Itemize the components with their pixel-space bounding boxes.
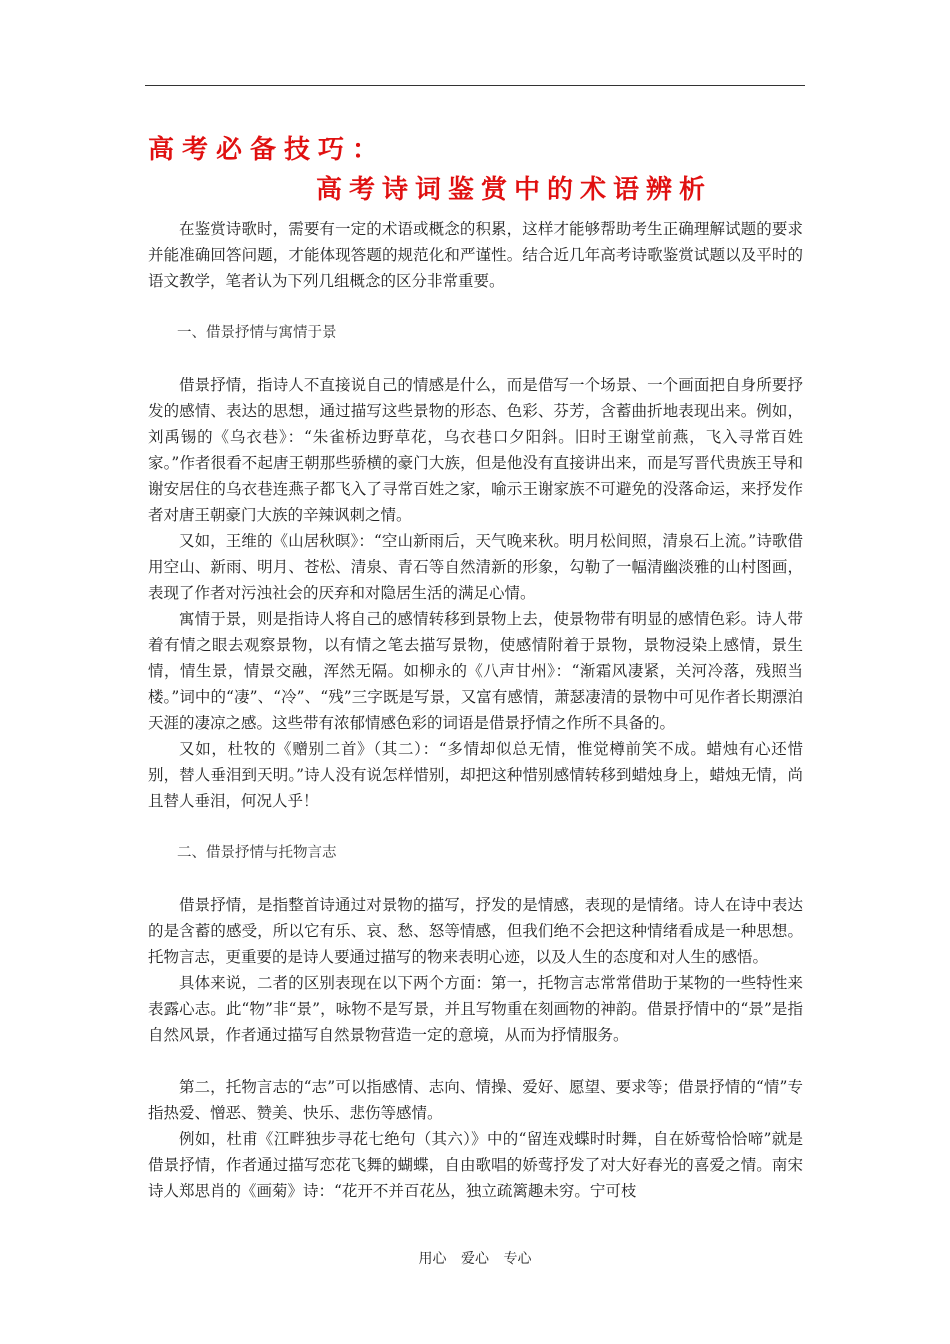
document-title: 高考诗词鉴赏中的术语辨析 [316, 175, 713, 205]
header-rule [145, 85, 805, 86]
page-footer: 用心 爱心 专心 [418, 1251, 532, 1267]
section-2-paragraph-4: 例如，杜甫《江畔独步寻花七绝句（其六）》中的“留连戏蝶时时舞，自在娇莺恰恰啼”就是借景抒情，作者通过描写恋花飞舞的蝴蝶，自由歌唱的娇莺抒发了对大好春光的喜爱之情。南宋诗人郑思肖的《画菊》诗：“花开不并百花丛，独立疏篱趣未穷。宁可枝 [148, 1130, 803, 1200]
section-1-paragraph-1: 借景抒情，指诗人不直接说自己的情感是什么，而是借写一个场景、一个画面把自身所要抒发的感情、表达的思想，通过描写这些景物的形态、色彩、芬芳，含蓄曲折地表现出来。例如，刘禹锡的《乌衣巷》：“朱雀桥边野草花，乌衣巷口夕阳斜。旧时王谢堂前燕，飞入寻常百姓家。”作者很看不起唐王朝那些骄横的豪门大族，但是他没有直接讲出来，而是写晋代贵族王导和谢安居住的乌衣巷连燕子都飞入了寻常百姓之家，喻示王谢家族不可避免的没落命运，来抒发作者对唐王朝豪门大族的辛辣讽刺之情。 [148, 376, 803, 524]
section-2-title: 二、借景抒情与托物言志 [177, 845, 337, 861]
section-2-paragraph-1: 借景抒情，是指整首诗通过对景物的描写，抒发的是情感，表现的是情绪。诗人在诗中表达的是含蓄的感受，所以它有乐、哀、愁、怒等情感，但我们绝不会把这种情绪看成是一种思想。托物言志，更重要的是诗人要通过描写的物来表明心迹，以及人生的态度和对人生的感悟。 [148, 896, 803, 966]
section-1-paragraph-3: 寓情于景，则是指诗人将自己的感情转移到景物上去，使景物带有明显的感情色彩。诗人带着有情之眼去观察景物，以有情之笔去描写景物，使感情附着于景物，景物浸染上感情，景生情，情生景，情景交融，浑然无隔。如柳永的《八声甘州》：“渐霜风凄紧，关河冷落，残照当楼。”词中的“凄”、“冷”、“残”三字既是写景，又富有感情，萧瑟凄清的景物中可见作者长期漂泊天涯的凄凉之感。这些带有浓郁情感色彩的词语是借景抒情之作所不具备的。 [148, 610, 803, 732]
document-heading: 高考必备技巧： [148, 135, 387, 165]
document-body [148, 130, 803, 1204]
section-2-paragraph-3: 第二，托物言志的“志”可以指感情、志向、情操、爱好、愿望、要求等；借景抒情的“情”专指热爱、憎恶、赞美、快乐、悲伤等感情。 [148, 1078, 803, 1122]
intro-paragraph: 在鉴赏诗歌时，需要有一定的术语或概念的积累，这样才能够帮助考生正确理解试题的要求并能准确回答问题，才能体现答题的规范化和严谨性。结合近几年高考诗歌鉴赏试题以及平时的语文教学，笔者认为下列几组概念的区分非常重要。 [148, 220, 803, 290]
section-2-paragraph-2: 具体来说，二者的区别表现在以下两个方面：第一，托物言志常常借助于某物的一些特性来表露心志。此“物”非“景”，咏物不是写景，并且写物重在刻画物的神韵。借景抒情中的“景”是指自然风景，作者通过描写自然景物营造一定的意境，从而为抒情服务。 [148, 974, 803, 1044]
section-1-paragraph-4: 又如，杜牧的《赠别二首》（其二）：“多情却似总无情，惟觉樽前笑不成。蜡烛有心还惜别，替人垂泪到天明。”诗人没有说怎样惜别，却把这种惜别感情转移到蜡烛身上，蜡烛无情，尚且替人垂泪，何况人乎！ [148, 740, 803, 810]
section-1-title: 一、借景抒情与寓情于景 [177, 325, 337, 341]
section-1-paragraph-2: 又如，王维的《山居秋暝》：“空山新雨后，天气晚来秋。明月松间照，清泉石上流。”诗歌借用空山、新雨、明月、苍松、清泉、青石等自然清新的形象，勾勒了一幅清幽淡雅的山村图画，表现了作者对污浊社会的厌弃和对隐居生活的满足心情。 [148, 532, 803, 602]
